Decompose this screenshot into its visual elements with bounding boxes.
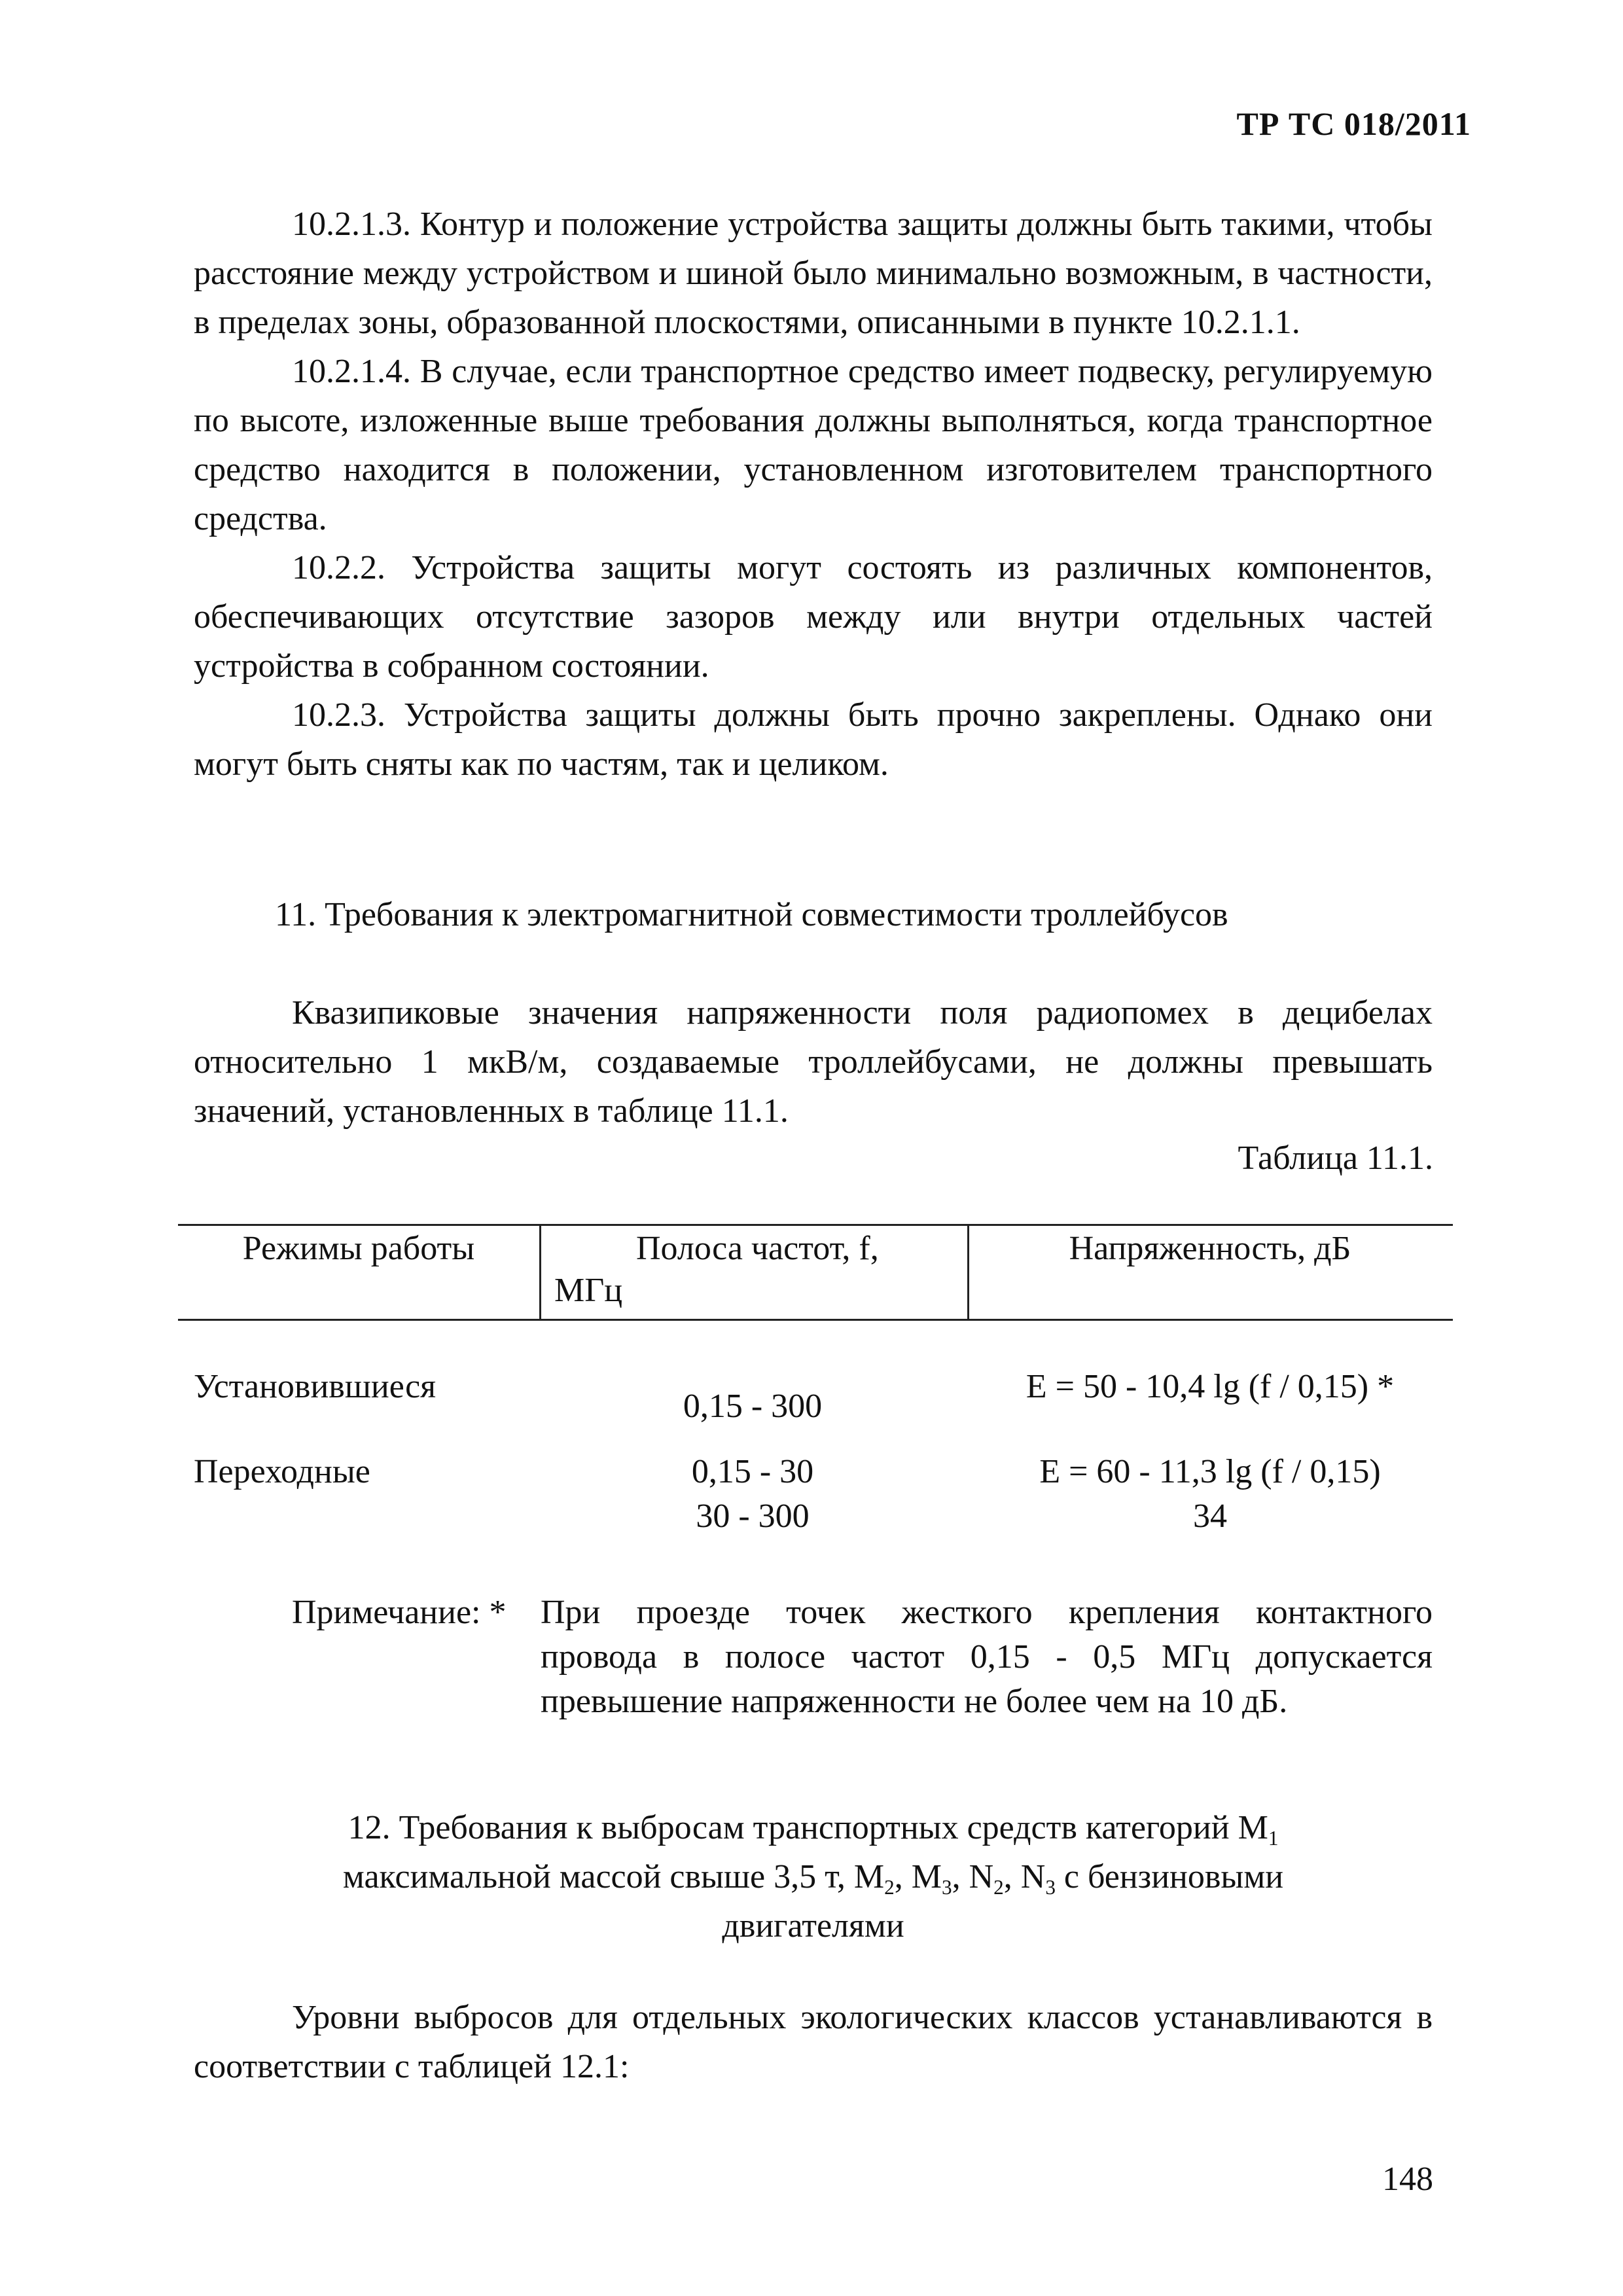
note-line-2: провода в полосе частот 0,15 - 0,5 МГц допускается [541,1638,1433,1676]
header-mode: Режимы работы [242,1230,475,1267]
row-steady-strength: E = 50 - 10,4 lg (f / 0,15) * [1026,1368,1395,1405]
table-header-rule [178,1319,1453,1321]
row-transient-mode: Переходные [194,1453,370,1490]
row-transient-band-1: 0,15 - 30 [691,1453,814,1490]
table-column-divider-1 [539,1224,541,1321]
page-number: 148 [1382,2161,1433,2198]
table-11-1-caption: Таблица 11.1. [1238,1139,1433,1177]
note-label: Примечание: * [292,1594,507,1631]
clauses-10-2 [194,200,1433,789]
section-12-intro: Уровни выбросов для отдельных экологических классов устанавливаются в соответствии с таблицей 12.1: [194,1999,1433,2085]
clause-10-2-1-3: 10.2.1.3. Контур и положение устройства защиты должны быть такими, чтобы расстояние между устройством и шиной было минимально возможным, в частности, в пределах зоны, образованной плоскостями, описанными в пункте 10.2.1.1. [194,206,1433,341]
section-12-title-line-1: 12. Требования к выбросам транспортных средств категорий $M_1$ [348,1809,1279,1850]
header-band-line1: Полоса частот, f, [636,1230,879,1267]
section-12-title-line-3: двигателями [722,1907,904,1945]
header-band-line2: МГц [554,1272,623,1309]
row-transient-strength-2: 34 [1193,1498,1227,1535]
clause-10-2-2: 10.2.2. Устройства защиты могут состоять из различных компонентов, обеспечивающих отсутствие зазоров между или внутри отдельных частей устройства в собранном состоянии. [194,549,1433,685]
row-steady-band: 0,15 - 300 [683,1388,823,1425]
clause-10-2-1-4: 10.2.1.4. В случае, если транспортное средство имеет подвеску, регулируемую по высоте, изложенные выше требования должны выполняться, когда транспортное средство находится в положении, установленном изготовителем транспортного средства. [194,353,1433,537]
section-11-intro-block [194,988,1433,1136]
section-11-title: 11. Требования к электромагнитной совместимости троллейбусов [275,896,1228,933]
note-line-3: превышение напряженности не более чем на 10 дБ. [541,1683,1288,1720]
section-11-intro: Квазипиковые значения напряженности поля радиопомех в децибелах относительно 1 мкВ/м, создаваемые троллейбусами, не должны превышать значений, установленных в таблице 11.1. [194,994,1433,1130]
table-top-rule [178,1224,1453,1226]
row-transient-band-2: 30 - 300 [696,1498,810,1535]
header-strength: Напряженность, дБ [1069,1230,1351,1267]
section-12-title [194,1803,1433,1950]
clause-10-2-3: 10.2.3. Устройства защиты должны быть прочно закреплены. Однако они могут быть сняты как по частям, так и целиком. [194,696,1433,783]
note-line-1: При проезде точек жесткого крепления контактного [541,1594,1433,1631]
section-12-intro-block [194,1993,1433,2091]
table-11-1 [178,1224,1453,1321]
document-code-header: ТР ТС 018/2011 [1236,105,1471,142]
section-12-title-line-2: максимальной массой свыше 3,5 т, $M_2$, $M_3$, $N_2$, $N_3$ с бензиновыми [342,1858,1284,1899]
row-steady-mode: Установившиеся [194,1368,437,1405]
row-transient-strength-1: E = 60 - 11,3 lg (f / 0,15) [1039,1453,1381,1490]
